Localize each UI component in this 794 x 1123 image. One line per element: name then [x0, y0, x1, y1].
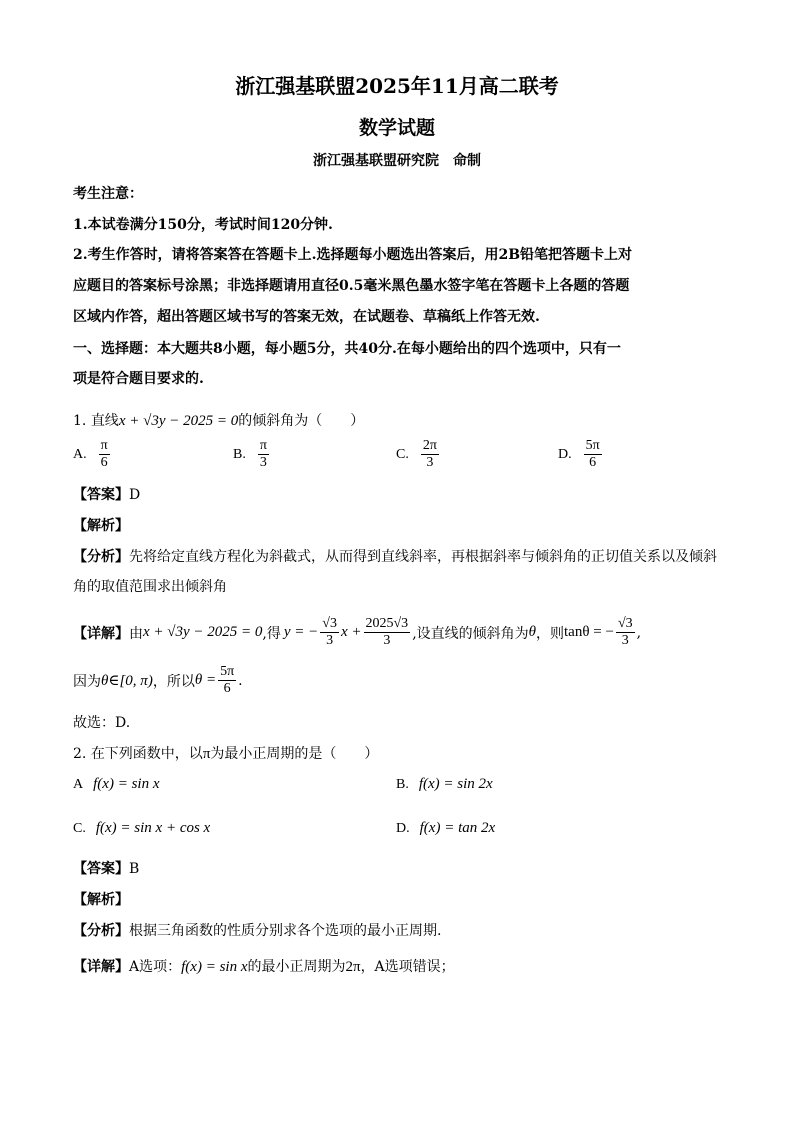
option-expression: f(x) = sin 2x: [418, 776, 493, 792]
exam-subject: 数学试题: [358, 117, 435, 139]
exam-title: 浙江强基联盟2025年11月高二联考: [235, 74, 559, 98]
option-expression: f(x) = tan 2x: [419, 820, 496, 836]
option-label: C.: [396, 446, 409, 462]
answer-tag: 【答案】: [73, 861, 129, 877]
notice-item-2-line2: 应题目的答案标号涂黑；非选择题请用直径0.5毫米黑色墨水签字笔在答题卡上各题的答题: [73, 278, 630, 294]
q1-fenxi-line1: 【分析】先将给定直线方程化为斜截式，从而得到直线斜率，再根据斜率与倾斜角的正切值关系以及倾斜: [73, 549, 717, 565]
question-number: 2.: [73, 746, 87, 762]
q1-option-c[interactable]: [396, 438, 441, 471]
section-1-heading-line2: 项是符合题目要求的.: [73, 371, 204, 387]
q2-option-b[interactable]: [396, 776, 493, 793]
question-number: 1.: [73, 413, 87, 429]
exam-author: 浙江强基联盟研究院 命制: [313, 153, 481, 169]
q1-conclusion: 故选：D.: [73, 715, 131, 731]
q2-option-c[interactable]: [73, 820, 210, 837]
q2-analysis-tag: 【解析】: [73, 892, 129, 908]
notice-heading: 考生注意：: [73, 186, 143, 202]
option-fraction: $\frac{\pi}{3}$: [259, 438, 267, 470]
line-equation: x + √3y − 2025 = 0: [118, 413, 239, 429]
question-2-stem: 2. 在下列函数中，以π为最小正周期的是（ ）: [73, 746, 379, 762]
q1-answer: [73, 484, 140, 504]
option-expression: f(x) = sin x: [93, 776, 160, 792]
notice-item-2-line3: 区域内作答，超出答题区域书写的答案无效，在试题卷、草稿纸上作答无效.: [73, 309, 540, 325]
fraction: $\frac{5\pi}{6}$: [220, 664, 235, 696]
stem-prefix: 直线: [90, 413, 119, 429]
option-label: C.: [73, 820, 86, 836]
fenxi-tag: 【分析】: [73, 549, 129, 565]
q1-analysis-tag: 【解析】: [73, 518, 129, 534]
option-label: D.: [558, 446, 572, 462]
option-expression: f(x) = sin x + cos x: [95, 820, 211, 836]
answer-value: B: [129, 861, 140, 877]
option-fraction: $\frac{5\pi}{6}$: [585, 438, 600, 470]
answer-tag: 【答案】: [73, 487, 129, 503]
q1-detail-line2: 因为 θ∈[0, π) ，所以 θ = $\frac{5\pi}{6}$ .: [73, 664, 243, 696]
q2-option-d[interactable]: [396, 820, 495, 837]
detail-tag: 【详解】: [73, 625, 129, 642]
option-label: D.: [396, 820, 410, 836]
fraction: $\frac{2025√3}{3}$: [365, 616, 409, 648]
option-fraction: $\frac{\pi}{6}$: [100, 438, 108, 470]
fraction: $\frac{√3}{3}$: [617, 616, 633, 648]
fenxi-tag: 【分析】: [73, 923, 129, 939]
option-fraction: $\frac{2\pi}{3}$: [422, 438, 437, 470]
q2-detail: 【详解】A选项：f(x) = sin x的最小正周期为2π，A选项错误；: [73, 959, 455, 975]
q1-detail-line1: 【详解】 由 x + √3y − 2025 = 0 ,得 y = − $\frac{√3}{3}$ x + $\frac{2025√3}{3}$ ,设直线的倾斜角为 θ ，则 tanθ = − $\frac{√3}{3}$ ,: [73, 616, 642, 648]
option-label: B.: [233, 446, 246, 462]
detail-tag: 【详解】: [73, 959, 129, 975]
q2-fenxi: 【分析】根据三角函数的性质分别求各个选项的最小正周期.: [73, 923, 442, 939]
fraction: $\frac{√3}{3}$: [322, 616, 337, 648]
question-1-stem: [73, 410, 364, 430]
q2-option-a[interactable]: [73, 776, 159, 793]
q1-option-a[interactable]: [73, 438, 112, 471]
notice-item-2-line1: 2.考生作答时，请将答案答在答题卡上.选择题每小题选出答案后，用2B铅笔把答题卡上对: [73, 247, 633, 263]
q1-option-b[interactable]: [233, 438, 271, 471]
option-label: A.: [73, 446, 87, 462]
option-label: B.: [396, 776, 409, 792]
option-label: A: [73, 776, 84, 792]
stem-suffix: 的倾斜角为（ ）: [238, 413, 365, 429]
q1-fenxi-line2: 角的取值范围求出倾斜角: [73, 579, 227, 595]
section-1-heading-line1: 一、选择题：本大题共8小题，每小题5分，共40分.在每小题给出的四个选项中，只有一: [73, 341, 621, 357]
q2-answer: [73, 858, 139, 878]
q1-option-d[interactable]: [558, 438, 604, 471]
notice-item-1: 1.本试卷满分150分，考试时间120分钟.: [73, 217, 333, 233]
answer-value: D: [129, 487, 141, 503]
detail-equation: x + √3y − 2025 = 0: [143, 624, 263, 640]
